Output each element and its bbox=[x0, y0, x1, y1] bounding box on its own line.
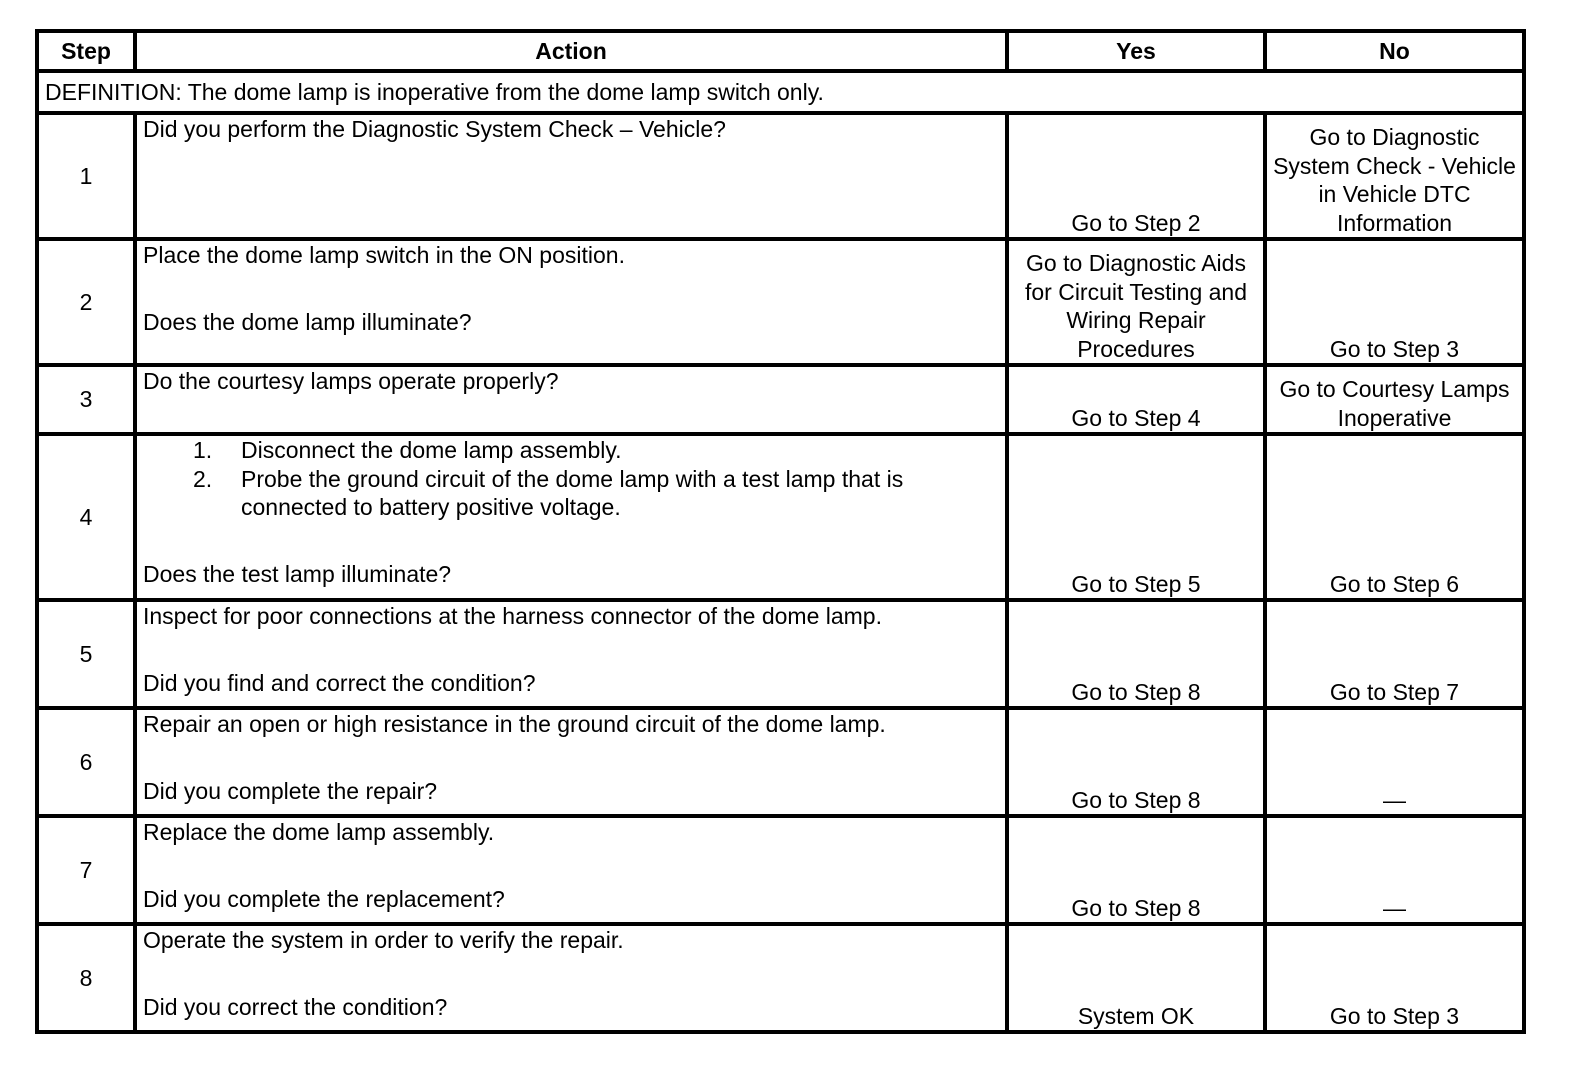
action-cell bbox=[135, 708, 1007, 816]
table-row bbox=[37, 708, 1524, 816]
header-action: Action bbox=[135, 31, 1007, 71]
action-question: Did you correct the condition? bbox=[143, 993, 448, 1020]
yes-cell: System OK bbox=[1007, 924, 1265, 1032]
yes-cell: Go to Step 4 bbox=[1007, 365, 1265, 434]
action-instruction: Did you perform the Diagnostic System Check – Vehicle? bbox=[143, 116, 726, 142]
step-number: 2 bbox=[37, 239, 135, 365]
table-row bbox=[37, 365, 1524, 434]
no-cell: Go to Diagnostic System Check - Vehicle in Vehicle DTC Information bbox=[1265, 113, 1524, 239]
yes-cell: Go to Step 5 bbox=[1007, 434, 1265, 600]
list-item-text: Disconnect the dome lamp assembly. bbox=[241, 437, 622, 463]
list-item bbox=[193, 465, 999, 522]
no-cell: — bbox=[1265, 816, 1524, 924]
yes-cell: Go to Diagnostic Aids for Circuit Testing and Wiring Repair Procedures bbox=[1007, 239, 1265, 365]
header-step: Step bbox=[37, 31, 135, 71]
no-cell: Go to Courtesy Lamps Inoperative bbox=[1265, 365, 1524, 434]
table-row bbox=[37, 434, 1524, 600]
no-cell: Go to Step 3 bbox=[1265, 239, 1524, 365]
action-instruction: Replace the dome lamp assembly. bbox=[143, 819, 495, 845]
table-row bbox=[37, 239, 1524, 365]
step-number: 3 bbox=[37, 365, 135, 434]
header-no: No bbox=[1265, 31, 1524, 71]
action-cell bbox=[135, 924, 1007, 1032]
table-row bbox=[37, 924, 1524, 1032]
no-cell: — bbox=[1265, 708, 1524, 816]
list-item-text: Probe the ground circuit of the dome lamp with a test lamp that is connected to battery positive voltage. bbox=[241, 465, 904, 520]
action-cell bbox=[135, 600, 1007, 708]
action-question: Did you complete the repair? bbox=[143, 777, 438, 804]
action-instruction: Operate the system in order to verify the repair. bbox=[143, 927, 624, 953]
action-instruction: Repair an open or high resistance in the ground circuit of the dome lamp. bbox=[143, 711, 886, 737]
definition-row bbox=[37, 71, 1524, 113]
yes-cell: Go to Step 8 bbox=[1007, 708, 1265, 816]
action-cell bbox=[135, 365, 1007, 434]
action-question: Did you complete the replacement? bbox=[143, 885, 505, 912]
action-cell bbox=[135, 113, 1007, 239]
yes-cell: Go to Step 8 bbox=[1007, 816, 1265, 924]
list-item-number: 2. bbox=[193, 465, 213, 492]
list-item bbox=[193, 436, 999, 465]
action-question: Does the dome lamp illuminate? bbox=[143, 308, 472, 335]
yes-cell: Go to Step 8 bbox=[1007, 600, 1265, 708]
header-row bbox=[37, 31, 1524, 71]
step-number: 8 bbox=[37, 924, 135, 1032]
action-question: Does the test lamp illuminate? bbox=[143, 560, 452, 587]
header-yes: Yes bbox=[1007, 31, 1265, 71]
no-cell: Go to Step 3 bbox=[1265, 924, 1524, 1032]
action-cell bbox=[135, 239, 1007, 365]
no-cell: Go to Step 6 bbox=[1265, 434, 1524, 600]
no-cell: Go to Step 7 bbox=[1265, 600, 1524, 708]
step-number: 1 bbox=[37, 113, 135, 239]
step-number: 5 bbox=[37, 600, 135, 708]
action-numbered-list bbox=[143, 436, 999, 522]
table-row bbox=[37, 600, 1524, 708]
diagnostic-table bbox=[35, 29, 1526, 1034]
step-number: 7 bbox=[37, 816, 135, 924]
action-cell bbox=[135, 816, 1007, 924]
yes-cell: Go to Step 2 bbox=[1007, 113, 1265, 239]
action-question: Did you find and correct the condition? bbox=[143, 669, 536, 696]
action-cell bbox=[135, 434, 1007, 600]
step-number: 4 bbox=[37, 434, 135, 600]
action-instruction: Inspect for poor connections at the harness connector of the dome lamp. bbox=[143, 603, 882, 629]
list-item-number: 1. bbox=[193, 437, 213, 463]
table-row bbox=[37, 816, 1524, 924]
definition-text: DEFINITION: The dome lamp is inoperative from the dome lamp switch only. bbox=[37, 71, 1524, 113]
table-row bbox=[37, 113, 1524, 239]
step-number: 6 bbox=[37, 708, 135, 816]
action-instruction: Do the courtesy lamps operate properly? bbox=[143, 368, 559, 394]
action-instruction: Place the dome lamp switch in the ON position. bbox=[143, 242, 625, 268]
